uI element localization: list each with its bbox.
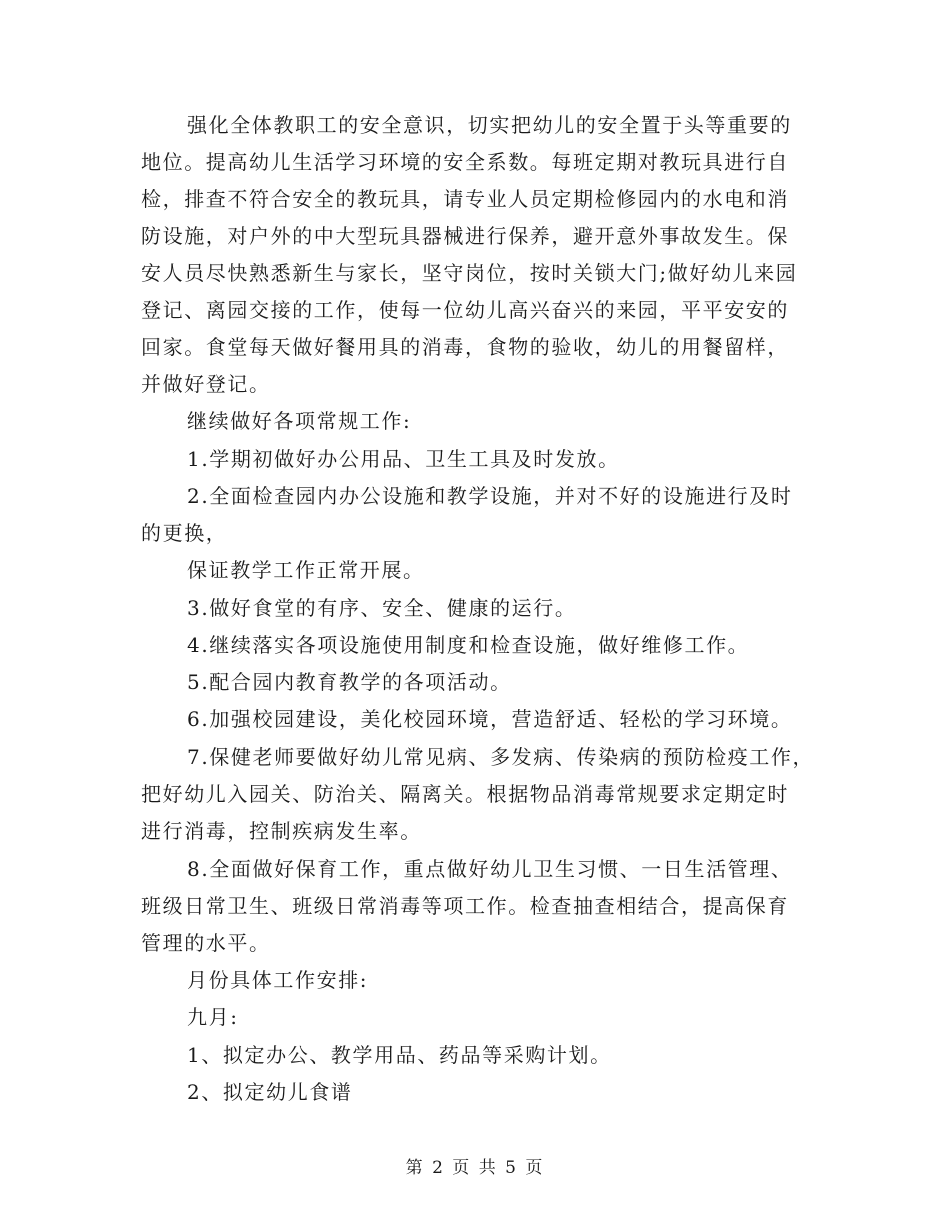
- section-heading: 继续做好各项常规工作:: [187, 409, 412, 433]
- list-item: 4.继续落实各项设施使用制度和检查设施，做好维修工作。: [187, 633, 750, 657]
- list-item: 3.做好食堂的有序、安全、健康的运行。: [187, 596, 577, 620]
- paragraph-line: 回家。食堂每天做好餐用具的消毒，食物的验收，幼儿的用餐留样，: [141, 335, 789, 359]
- list-item-continuation: 把好幼儿入园关、防治关、隔离关。根据物品消毒常规要求定期定时: [141, 782, 789, 806]
- paragraph-line: 登记、离园交接的工作，使每一位幼儿高兴奋兴的来园，平平安安的: [141, 298, 789, 322]
- paragraph-line: 防设施，对户外的中大型玩具器械进行保养，避开意外事故发生。保: [141, 224, 789, 248]
- list-item-continuation: 班级日常卫生、班级日常消毒等项工作。检查抽查相结合，提高保育: [141, 894, 789, 918]
- list-item-continuation: 管理的水平。: [141, 931, 271, 955]
- list-item-continuation: 的更换，: [141, 521, 228, 545]
- paragraph-line: 强化全体教职工的安全意识，切实把幼儿的安全置于头等重要的: [187, 113, 792, 137]
- list-item: 1、拟定办公、教学用品、药品等采购计划。: [187, 1043, 612, 1067]
- list-item: 1.学期初做好办公用品、卫生工具及时发放。: [187, 447, 620, 471]
- list-item: 8.全面做好保育工作，重点做好幼儿卫生习惯、一日生活管理、: [187, 857, 793, 881]
- list-item-continuation: 进行消毒，控制疾病发生率。: [141, 819, 422, 843]
- list-item: 7.保健老师要做好幼儿常见病、多发病、传染病的预防检疫工作，: [187, 745, 815, 769]
- list-item: 6.加强校园建设，美化校园环境，营造舒适、轻松的学习环境。: [187, 707, 793, 731]
- list-item: 2.全面检查园内办公设施和教学设施，并对不好的设施进行及时: [187, 484, 793, 508]
- month-heading: 九月:: [187, 1005, 239, 1029]
- paragraph-line: 安人员尽快熟悉新生与家长，坚守岗位，按时关锁大门;做好幼儿来园: [141, 261, 798, 285]
- list-item-continuation: 保证教学工作正常开展。: [187, 558, 425, 582]
- paragraph-line: 地位。提高幼儿生活学习环境的安全系数。每班定期对教玩具进行自: [141, 150, 789, 174]
- page-number-footer: 第 2 页 共 5 页: [405, 1158, 545, 1178]
- section-heading: 月份具体工作安排:: [187, 968, 369, 992]
- list-item: 5.配合园内教育教学的各项活动。: [187, 670, 512, 694]
- paragraph-line: 检，排查不符合安全的教玩具，请专业人员定期检修园内的水电和消: [141, 187, 789, 211]
- list-item: 2、拟定幼儿食谱: [187, 1080, 353, 1104]
- paragraph-line: 并做好登记。: [141, 372, 271, 396]
